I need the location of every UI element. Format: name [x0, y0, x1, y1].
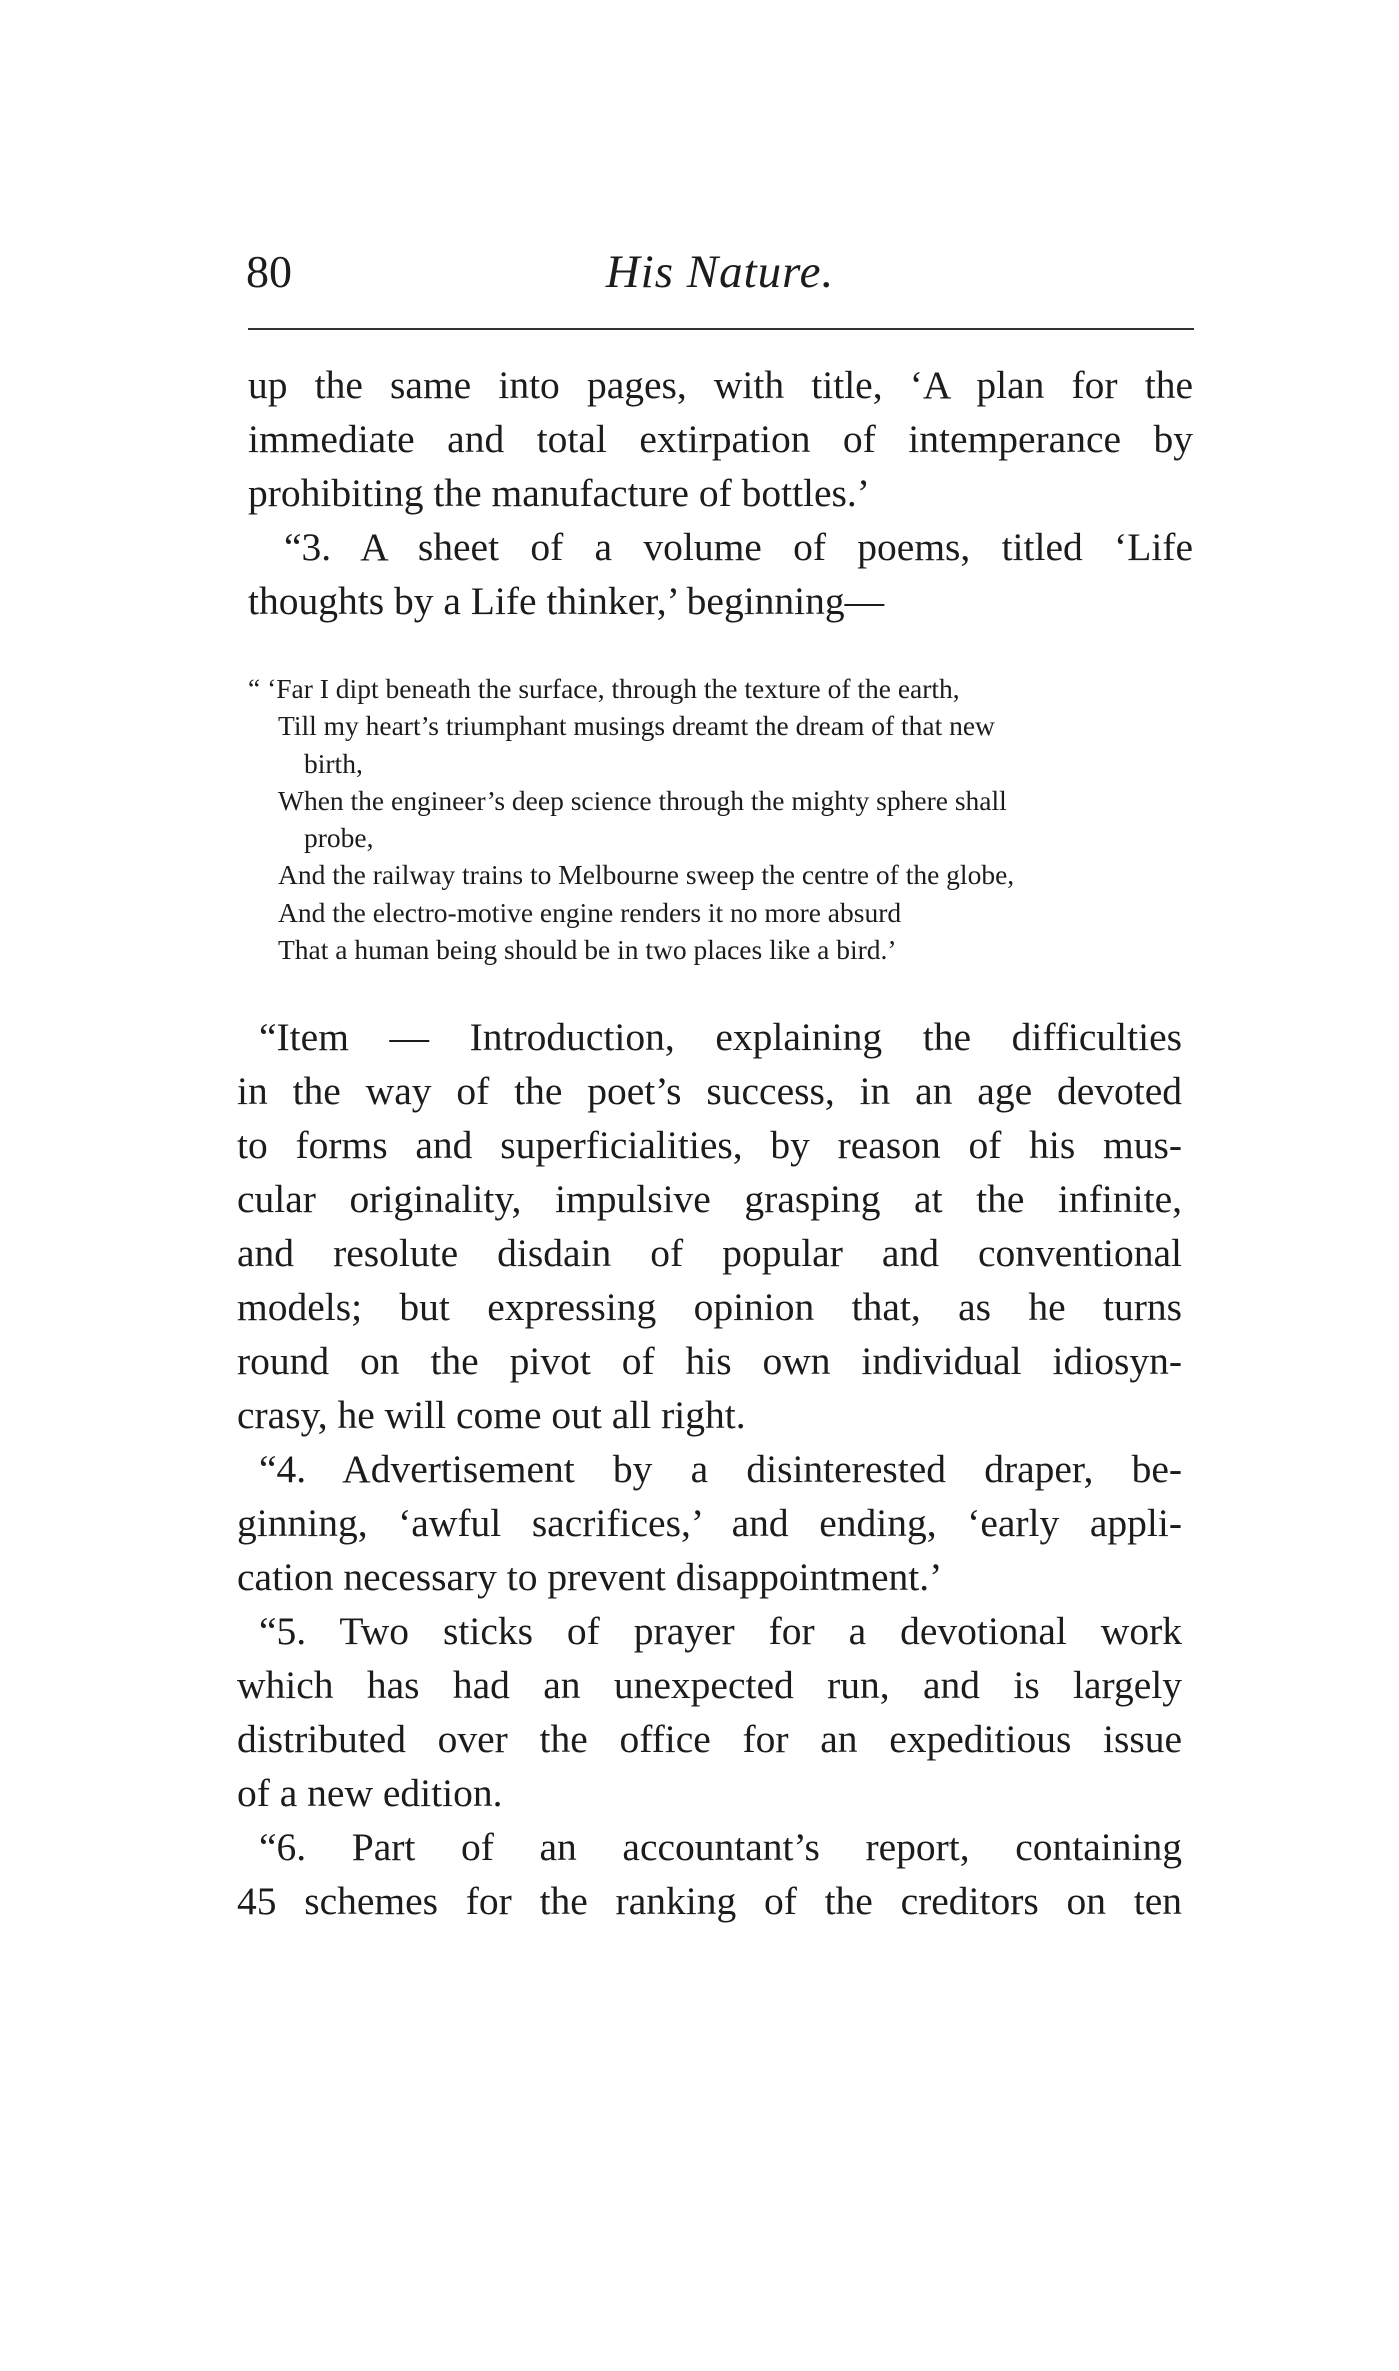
text-line: up the same into pages, with title, ‘A plan for the — [248, 363, 1193, 407]
text-block-top — [248, 358, 1193, 628]
text-line: models; but expressing opinion that, as he turns — [237, 1285, 1182, 1329]
text-line: which has had an unexpected run, and is largely — [237, 1663, 1182, 1707]
text-line: round on the pivot of his own individual idiosyn- — [237, 1339, 1182, 1383]
text-line: distributed over the office for an expeditious issue — [237, 1717, 1182, 1761]
text-line: “5. Two sticks of prayer for a devotional work — [259, 1609, 1182, 1653]
text-line: in the way of the poet’s success, in an age devoted — [237, 1069, 1182, 1113]
text-line: cation necessary to prevent disappointment.’ — [237, 1555, 943, 1599]
verse-line: And the railway trains to Melbourne sweep the centre of the globe, — [278, 859, 1015, 891]
text-line: ginning, ‘awful sacrifices,’ and ending, ‘early appli- — [237, 1501, 1182, 1545]
header-rule — [248, 328, 1194, 330]
text-line: immediate and total extirpation of intemperance by — [248, 417, 1193, 461]
running-title: His Nature. — [605, 246, 835, 298]
verse-line: And the electro-motive engine renders it no more absurd — [278, 896, 902, 928]
text-line: “6. Part of an accountant’s report, containing — [259, 1825, 1182, 1869]
text-line: cular originality, impulsive grasping at the infinite, — [237, 1177, 1182, 1221]
text-line: “3. A sheet of a volume of poems, titled ‘Life — [284, 525, 1193, 569]
verse-line: When the engineer’s deep science through the mighty sphere shall — [278, 784, 1007, 816]
text-line: “4. Advertisement by a disinterested draper, be- — [259, 1447, 1182, 1491]
text-block-main — [237, 1010, 1182, 1928]
text-line: prohibiting the manufacture of bottles.’ — [248, 471, 870, 515]
page-number: 80 — [246, 246, 292, 297]
text-line: and resolute disdain of popular and conventional — [237, 1231, 1182, 1275]
verse-line: probe, — [304, 822, 374, 854]
text-line: 45 schemes for the ranking of the creditors on ten — [237, 1879, 1182, 1923]
verse-line: That a human being should be in two places like a bird.’ — [278, 934, 897, 966]
text-line: of a new edition. — [237, 1771, 503, 1815]
text-line: thoughts by a Life thinker,’ beginning— — [248, 579, 885, 623]
text-line: “Item — Introduction, explaining the difficulties — [259, 1015, 1182, 1059]
verse-line: Till my heart’s triumphant musings dreamt the dream of that new — [278, 710, 995, 742]
text-line: crasy, he will come out all right. — [237, 1393, 746, 1437]
text-line: to forms and superficialities, by reason of his mus- — [237, 1123, 1182, 1167]
verse-line: “ ‘Far I dipt beneath the surface, through the texture of the earth, — [248, 673, 960, 704]
verse-quotation — [248, 670, 1194, 968]
verse-line: birth, — [304, 747, 363, 779]
